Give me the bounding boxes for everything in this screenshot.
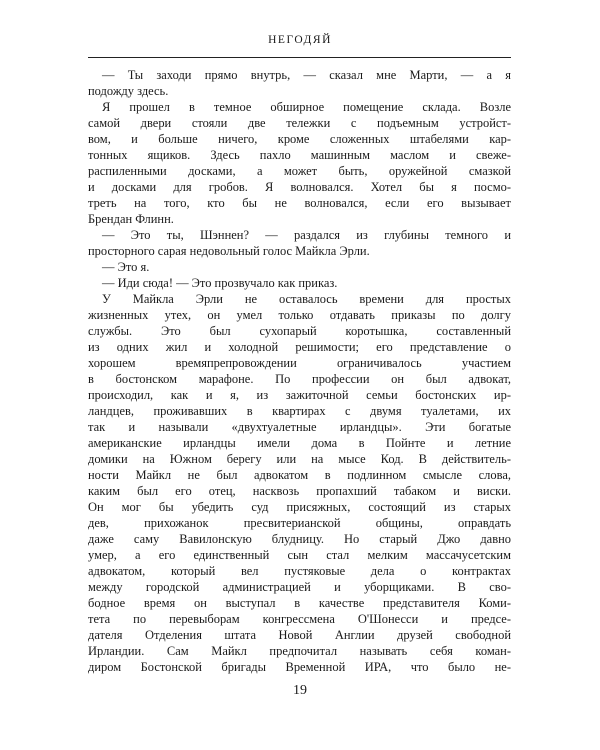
text-line: между городской администрацией и уборщиками. В сво- — [88, 580, 511, 594]
text-line: в бостонском марафоне. По профессии он был адвокат, — [88, 372, 511, 386]
text-line: диром Бостонской бригады Временной ИРА, что было не- — [88, 660, 511, 674]
text-line: — Ты заходи прямо внутрь, — сказал мне Марти, — а я — [102, 68, 511, 82]
running-title: НЕГОДЯЙ — [268, 34, 332, 46]
text-line: тета по перевыборам конгрессмена О'Шонесси и предсе- — [88, 612, 511, 626]
text-line: вом, и больше ничего, кроме сложенных штабелями кар- — [88, 132, 511, 146]
text-line: — Иди сюда! — Это прозвучало как приказ. — [102, 276, 338, 290]
text-line: Ирландии. Сам Майкл предпочитал называть себя коман- — [88, 644, 511, 658]
text-line: службы. Это был сухопарый коротышка, составленный — [88, 324, 511, 338]
text-line: — Это ты, Шэннен? — раздался из глубины темного и — [102, 228, 511, 242]
text-line: из одних жил и холодной решимости; его представление о — [88, 340, 511, 354]
text-line: ности Майкл не был адвокатом в подлинном смысле слова, — [88, 468, 511, 482]
text-line: и досками для гробов. Я волновался. Хотел бы я посмо- — [88, 180, 511, 194]
text-line: жизненных утех, он умел только отдавать приказы по долгу — [88, 308, 511, 322]
text-line: домики на Южном берегу или на мысе Код. В действитель- — [88, 452, 511, 466]
text-line: — Это я. — [102, 260, 150, 274]
text-line: распиленными досками, а может быть, оружейной смазкой — [88, 164, 511, 178]
text-line: треть на того, кто бы не волновался, если его вызывает — [88, 196, 511, 210]
text-line: адвокатом, который вел пустяковые дела о контрактах — [88, 564, 511, 578]
text-line: даже саму Вавилонскую блудницу. Но старый Джо давно — [88, 532, 511, 546]
text-line: тонных ящиков. Здесь пахло машинным маслом и свеже- — [88, 148, 511, 162]
text-line: У Майкла Эрли не оставалось времени для простых — [102, 292, 511, 306]
text-line: подожду здесь. — [88, 84, 169, 98]
text-line: Брендан Флинн. — [88, 212, 174, 226]
text-line: самой двери стояли две тележки с подъемным устройст- — [88, 116, 511, 130]
text-line: Я прошел в темное обширное помещение склада. Возле — [102, 100, 511, 114]
text-line: просторного сарая недовольный голос Майкла Эрли. — [88, 244, 370, 258]
page-number: 19 — [293, 683, 307, 698]
text-line: хорошем времяпрепровождении ограничивалось участием — [88, 356, 511, 370]
text-line: американские ирландцы имели дома в Пойнте и летние — [88, 436, 511, 450]
text-line: умер, а его единственный сын стал мелким массачусетским — [88, 548, 511, 562]
text-line: бодное время он выступал в качестве представителя Коми- — [88, 596, 511, 610]
text-line: происходил, как и я, из зажиточной семьи бостонских ир- — [88, 388, 511, 402]
text-line: дателя Отделения штата Новой Англии друзей свободной — [88, 628, 511, 642]
header-rule — [88, 57, 511, 58]
text-line: дев, прихожанок пресвитерианской общины, оправдать — [88, 516, 511, 530]
text-line: ландцев, проживавших в квартирах с двумя туалетами, их — [88, 404, 511, 418]
text-line: каким был его отец, насквозь пропахший табаком и виски. — [88, 484, 511, 498]
text-line: так и называли «двухтуалетные ирландцы». Эти богатые — [88, 420, 511, 434]
text-line: Он мог бы убедить суд присяжных, состоящий из старых — [88, 500, 511, 514]
